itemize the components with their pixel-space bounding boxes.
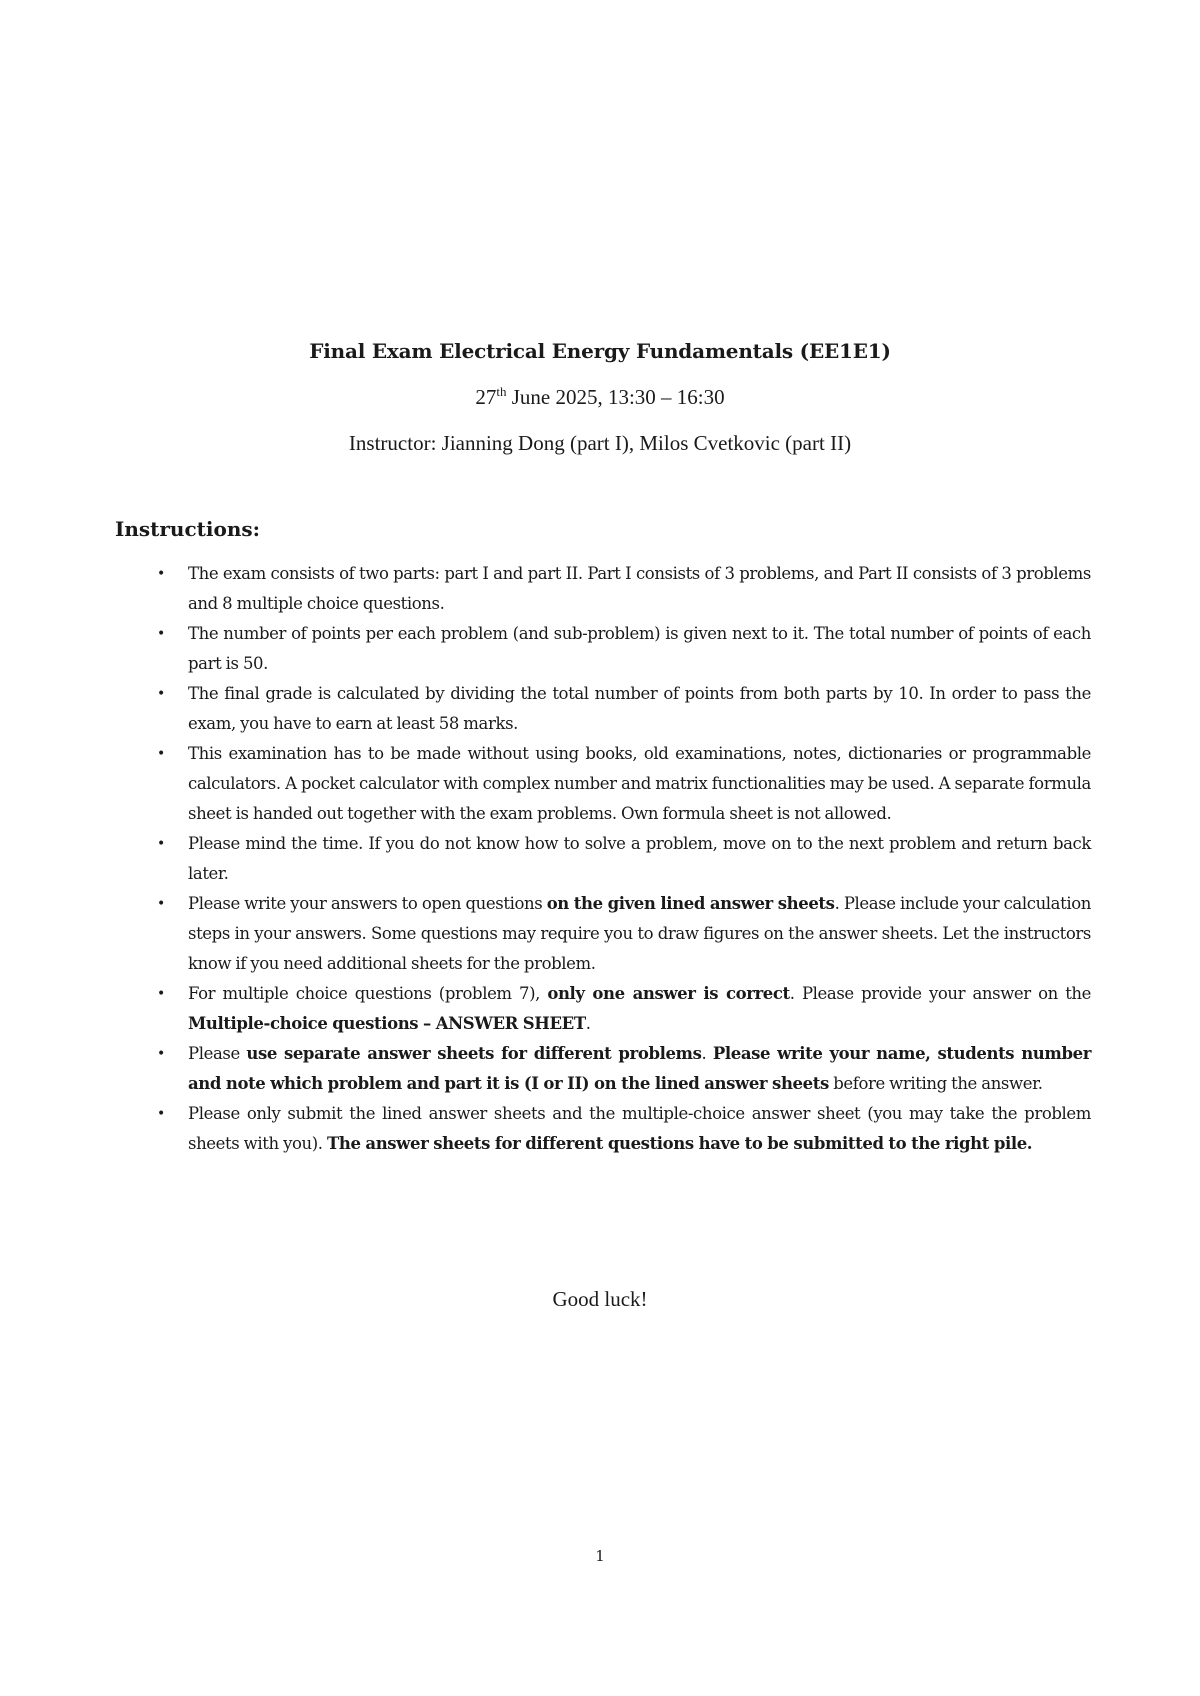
instruction-item: [157, 1039, 1091, 1099]
instruction-item: [157, 679, 1091, 739]
instruction-text: Please: [188, 1044, 247, 1063]
instruction-text: Please only submit the lined answer sheets and the multiple-choice answer sheet (you may take the problem sheets with you).: [188, 1104, 1091, 1153]
instruction-item: [157, 829, 1091, 889]
instruction-text: Please mind the time. If you do not know how to solve a problem, move on to the next problem and return back later.: [188, 834, 1091, 883]
instruction-text: before writing the answer.: [828, 1074, 1043, 1093]
instruction-text: The number of points per each problem (and sub-problem) is given next to it. The total number of points of each part is 50.: [188, 624, 1091, 673]
instruction-text: . Please provide your answer on the: [789, 984, 1092, 1003]
instruction-emphasis: Please write your name, students number and note which problem and part it is (I or II) on the lined answer sheets: [188, 1044, 1091, 1093]
bullet-icon: •: [157, 1046, 165, 1062]
instruction-text: This examination has to be made without using books, old examinations, notes, dictionaries or programmable calculators. A pocket calculator with complex number and matrix functionalities may be used. A separate formula sheet is handed out together with the exam problems. Own formula sheet is not allowed.: [188, 744, 1091, 823]
page-number: 1: [595, 1547, 605, 1565]
exam-date-ordinal: th: [496, 384, 507, 399]
instruction-text: .: [701, 1044, 713, 1063]
instructions-heading: Instructions:: [115, 517, 261, 541]
bullet-icon: •: [157, 896, 165, 912]
bullet-icon: •: [157, 986, 165, 1002]
bullet-icon: •: [157, 626, 165, 642]
instruction-text: Please write your answers to open questions: [188, 894, 547, 913]
instruction-text: . Please include your calculation steps in your answers. Some questions may require you to draw figures on the answer sheets. Let the instructors know if you need additional sheets for the problem.: [188, 894, 1091, 973]
bullet-icon: •: [157, 566, 165, 582]
instruction-text: The final grade is calculated by dividing the total number of points from both parts by 10. In order to pass the exam, you have to earn at least 58 marks.: [188, 684, 1091, 733]
instruction-item: [157, 739, 1091, 829]
instruction-emphasis: only one answer is correct: [547, 984, 790, 1003]
bullet-icon: •: [157, 836, 165, 852]
instruction-text: The exam consists of two parts: part I and part II. Part I consists of 3 problems, and Part II consists of 3 problems and 8 multiple choice questions.: [188, 564, 1091, 613]
instruction-item: [157, 979, 1092, 1039]
instruction-text: For multiple choice questions (problem 7),: [188, 984, 548, 1003]
exam-header: [0, 338, 1200, 456]
exam-date-time: [0, 384, 1200, 410]
good-luck-text: Good luck!: [552, 1287, 648, 1311]
instructions-list: [0, 559, 1200, 1159]
instruction-item: [157, 619, 1091, 679]
instruction-emphasis: The answer sheets for different questions have to be submitted to the right pile.: [326, 1134, 1033, 1153]
bullet-icon: •: [157, 1106, 165, 1122]
instruction-text: .: [585, 1014, 591, 1033]
instruction-emphasis: use separate answer sheets for different problems: [246, 1044, 702, 1063]
instruction-emphasis: on the given lined answer sheets: [546, 894, 835, 913]
bullet-icon: •: [157, 746, 165, 762]
exam-title: Final Exam Electrical Energy Fundamentals (EE1E1): [309, 339, 891, 363]
instruction-item: [157, 559, 1091, 619]
exam-date-day: 27: [475, 385, 497, 409]
bullet-icon: •: [157, 686, 165, 702]
instruction-emphasis: Multiple-choice questions – ANSWER SHEET: [188, 1014, 586, 1033]
exam-instructors: Instructor: Jianning Dong (part I), Milos Cvetkovic (part II): [348, 431, 852, 455]
instruction-item: [157, 1099, 1091, 1159]
exam-date-rest: June 2025, 13:30 – 16:30: [506, 385, 725, 409]
instruction-item: [157, 889, 1091, 979]
